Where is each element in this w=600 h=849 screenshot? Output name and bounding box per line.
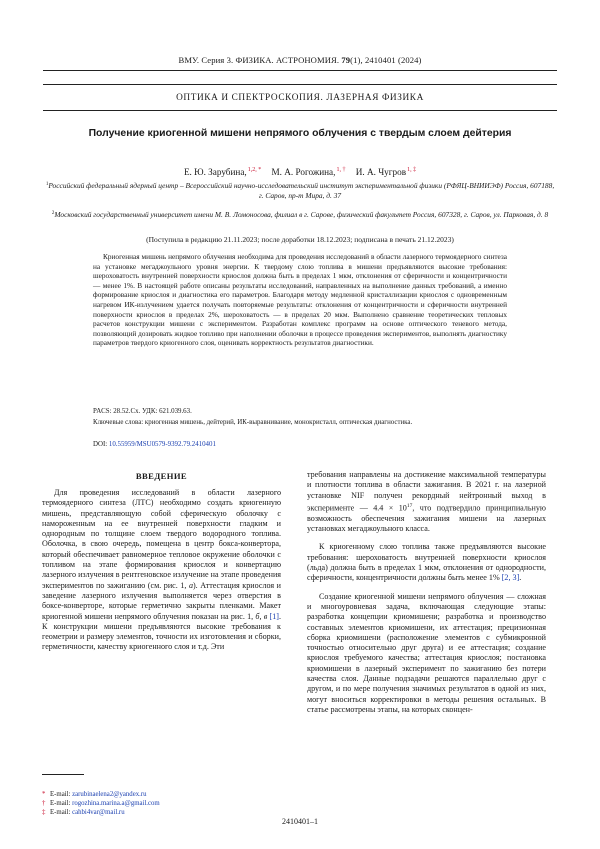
doi-link[interactable]: 10.55959/MSU0579-9392.79.2410401 (108, 441, 216, 448)
author: И. А. Чугров$^{1, \ddagger}$ (355, 167, 417, 177)
footnote: † E-mail: rogozhina.marina.a@gmail.com (42, 800, 160, 807)
footnote: * E-mail: zarubinaelena2@yandex.ru (42, 791, 147, 798)
received-dates: (Поступила в редакцию 21.11.2023; после доработки 18.12.2023; подписана в печать 21.12.2023) (146, 235, 454, 244)
paragraph: Для проведения исследований в области лазерного термоядерного синтеза (ЛТС) необходимо создать криогенную мишень, представляющую собой сферическую оболочку с намороженным на ее внутренней поверхности гладким и однородным по толщине слоем твердого водородного топлива. Оболочка, в свою очередь, помещена в центр бокса-конвертора, который обеспечивает равномерное тепловое окружение оболочки с топливом на этапе формирования криослоя и конвертацию лазерного излучения в рентгеновское излучение на этапе проведения экспериментов по зажиганию (см. рис. 1, а). Аттестация криослоя и заведение лазерного излучения выполняется через отверстия в боксе-конверторе, которые герметично закрыты пленками. Макет криогенной мишени непрямого облучения показан на рис. 1, б, в [1]. К конструкции мишени предъявляются высокие требования к геометрии и размеру элементов, точности их изготовления и сборки, герметичности, качеству криогенного слоя и т.д. Эти (42, 488, 281, 652)
divider (43, 70, 557, 71)
affiliation: $^1$Российский федеральный ядерный центр – Всероссийский научно-исследовательский институт экспериментальной физики (РФЯЦ-ВНИИЭФ) Россия, 607188, г. Саров, пр-т Мира, д. 37 (45, 181, 555, 200)
section-title-introduction: ВВЕДЕНИЕ (135, 471, 188, 481)
doi-line: DOI: 10.55959/MSU0579-9392.79.2410401 (93, 441, 216, 448)
paragraph: К криогенному слою топлива также предъявляются высокие требования: шероховатость внутренней поверхности криослоя (льда) должна быть в пределах 1 мкм, отклонения от однородности, сферичности, концентричности должны быть менее 1% [2, 3]. (307, 542, 546, 583)
email-link[interactable]: zarubinaelena2@yandex.ru (72, 791, 147, 798)
author-list (0, 167, 600, 177)
author: М. А. Рогожина,$^{1, \dagger}$ (271, 167, 346, 177)
journal-volume: 79 (341, 55, 351, 65)
affiliation: $^2$Московский государственный университет имени М. В. Ломоносова, филиал в г. Сарове, физический факультет Россия, 607328, г. Саров, ул. Парковая, д. 8 (51, 210, 549, 219)
left-column (42, 488, 281, 653)
email-link[interactable]: cahbi4var@mail.ru (72, 809, 125, 816)
pacs-codes: PACS: 28.52.Cx. УДК: 621.039.63. (93, 408, 192, 415)
citation-link[interactable]: [2, 3] (501, 573, 520, 583)
footnote: ‡ E-mail: cahbi4var@mail.ru (42, 809, 125, 816)
page-number: 2410401–1 (282, 817, 318, 826)
email-link[interactable]: rogozhina.marina.a@gmail.com (72, 800, 160, 807)
divider (43, 110, 557, 111)
paragraph: требования направлены на достижение максимальной температуры и плотности топлива в области зажигания. В 2021 г. на лазерной установке NIF получен рекордный нейтронный выход в эксперименте — $4.4 \times 10^{17}$, что подтвердило принципиальную возможность обеспечения зажигания мишени на лазерных установках мегаджоульного класса. (307, 470, 546, 534)
keywords: Ключевые слова: криогенная мишень, дейтерий, ИК-выравнивание, монокристалл, оптическая диагностика. (93, 419, 413, 426)
paragraph: Создание криогенной мишени непрямого облучения — сложная и многоуровневая задача, включающая следующие этапы: разработка концепции криомишени; разработка и производство составных элементов криомишени, их аттестация; прецизионная сборка криомишени (расположение элементов с субмикронной точностью относительно друг друга) и ее аттестация; создание криослоя требуемого качества; аттестация криослоя; постановка криомишени в лазерный эксперимент по зажиганию без потери качества слоя. Данные подзадачи решаются параллельно друг с другом, и по мере получения значимых результатов в одной из них, могут вноситься корректировки в методы решения остальных. В статье рассмотрены этапы, на которых сконцен- (307, 591, 546, 714)
footnotes (42, 790, 282, 817)
citation-link[interactable]: [1] (269, 611, 279, 621)
footnote-divider (42, 774, 84, 775)
section-heading: ОПТИКА И СПЕКТРОСКОПИЯ. ЛАЗЕРНАЯ ФИЗИКА (176, 93, 424, 103)
article-title: Получение криогенной мишени непрямого облучения с твердым слоем дейтерия (88, 128, 512, 139)
journal-name: ВМУ. Серия 3. ФИЗИКА. АСТРОНОМИЯ. (178, 55, 342, 65)
right-column (307, 470, 546, 715)
journal-issue: (1), 2410401 (2024) (350, 55, 422, 65)
running-head (0, 55, 600, 65)
author: Е. Ю. Зарубина,$^{1,2, *}$ (183, 167, 262, 177)
abstract: Криогенная мишень непрямого облучения необходима для проведения исследований в области лазерного термоядерного синтеза на установке мегаджоульного уровня энергии. К твердому слою топлива в мишени предъявляются высокие требования: шероховатость внутренней поверхности криослоя должна быть в пределах 1 мкм, отклонения от сферичности и концентричности — менее 1%. В настоящей работе описаны результаты исследований, направленных на выполнение данных требований, а именно формирование криослоя и диагностика его параметров. Благодаря методу медленной кристаллизации криослоя с одновременным нагревом ИК-излучением удается получать повторяемые результаты: отклонения от концентричности и сферичности внутренней поверхности криослоя в пределах 2%, шероховатость — в пределах 20 мкм. Выполнено сравнение теоретических тепловых расчетов конструкции мишени с экспериментом. Разработан комплекс программ на основе оптического теневого метода, позволяющий дозировать жидкое топливо при наполнении оболочки в процессе проведения экспериментов, выполнять диагностику параметров твердого криогенного слоя, оценивать корректность результатов диагностики. (93, 252, 507, 348)
divider (43, 84, 557, 85)
